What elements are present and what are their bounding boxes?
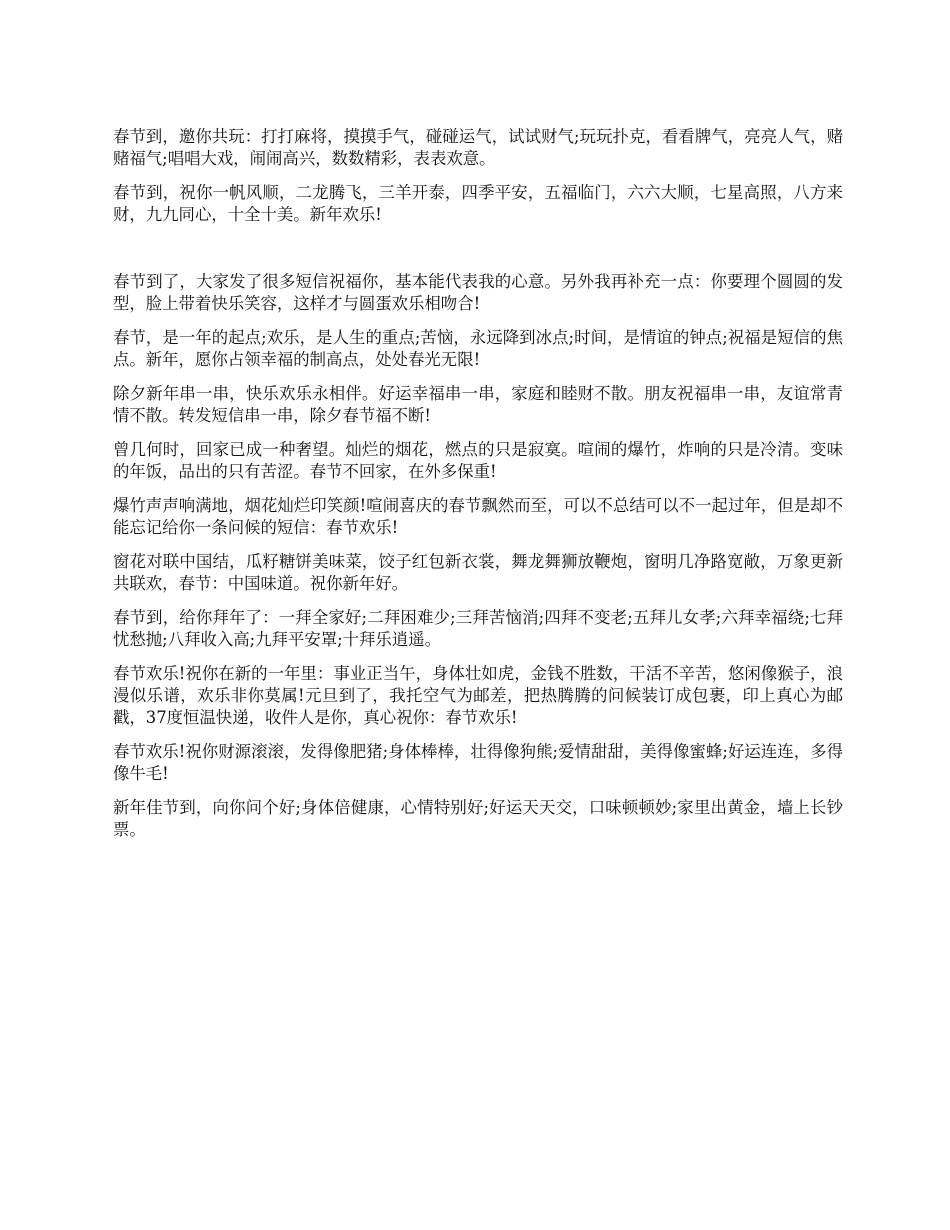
- document-body: [113, 126, 843, 841]
- paragraph-3: 春节到了，大家发了很多短信祝福你，基本能代表我的心意。另外我再补充一点：你要理个圆圆的发型，脸上带着快乐笑容，这样才与圆蛋欢乐相吻合!: [113, 272, 843, 313]
- paragraph-2: 春节到，祝你一帆风顺，二龙腾飞，三羊开泰，四季平安，五福临门，六六大顺，七星高照，八方来财，九九同心，十全十美。新年欢乐!: [113, 183, 843, 224]
- paragraph-8: 窗花对联中国结，瓜籽糖饼美味菜，饺子红包新衣裳，舞龙舞狮放鞭炮，窗明几净路宽敞，万象更新共联欢，春节：中国味道。祝你新年好。: [113, 552, 843, 593]
- paragraph-10: 春节欢乐!祝你在新的一年里：事业正当午，身体壮如虎，金钱不胜数，干活不辛苦，悠闲像猴子，浪漫似乐谱，欢乐非你莫属!元旦到了，我托空气为邮差，把热腾腾的问候装订成包裹，印上真心为邮戳，37度恒温快递，收件人是你，真心祝你：春节欢乐!: [113, 664, 843, 727]
- paragraph-11: 春节欢乐!祝你财源滚滚，发得像肥猪;身体棒棒，壮得像狗熊;爱情甜甜，美得像蜜蜂;好运连连，多得像牛毛!: [113, 742, 843, 783]
- paragraph-5: 除夕新年串一串，快乐欢乐永相伴。好运幸福串一串，家庭和睦财不散。朋友祝福串一串，友谊常青情不散。转发短信串一串，除夕春节福不断!: [113, 384, 843, 425]
- paragraph-7: 爆竹声声响满地，烟花灿烂印笑颜!喧闹喜庆的春节飘然而至，可以不总结可以不一起过年，但是却不能忘记给你一条问候的短信：春节欢乐!: [113, 496, 843, 537]
- paragraph-9: 春节到，给你拜年了：一拜全家好;二拜困难少;三拜苦恼消;四拜不变老;五拜儿女孝;六拜幸福绕;七拜忧愁抛;八拜收入高;九拜平安罩;十拜乐逍遥。: [113, 608, 843, 649]
- paragraph-6: 曾几何时，回家已成一种奢望。灿烂的烟花，燃点的只是寂寞。喧闹的爆竹，炸响的只是冷清。变味的年饭，品出的只有苦涩。春节不回家，在外多保重!: [113, 440, 843, 481]
- paragraph-4: 春节，是一年的起点;欢乐，是人生的重点;苦恼，永远降到冰点;时间，是情谊的钟点;祝福是短信的焦点。新年，愿你占领幸福的制高点，处处春光无限!: [113, 328, 843, 369]
- paragraph-12: 新年佳节到，向你问个好;身体倍健康，心情特别好;好运天天交，口味顿顿妙;家里出黄金，墙上长钞票。: [113, 798, 843, 839]
- paragraph-1: 春节到，邀你共玩：打打麻将，摸摸手气，碰碰运气，试试财气;玩玩扑克，看看牌气，亮亮人气，赌赌福气;唱唱大戏，闹闹高兴，数数精彩，表表欢意。: [113, 127, 843, 168]
